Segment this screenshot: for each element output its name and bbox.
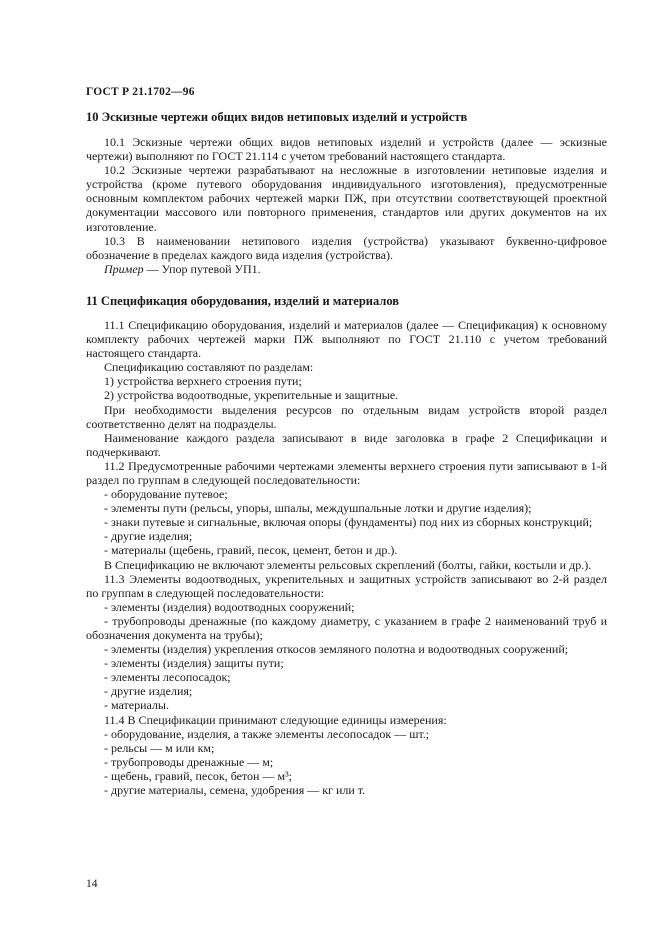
list-item: 2) устройства водоотводные, укрепительные и защитные.	[104, 388, 399, 403]
paragraph-11-sections-intro: Спецификацию составляют по разделам:	[104, 360, 314, 375]
list-item: - другие изделия;	[104, 529, 193, 544]
document-header: ГОСТ Р 21.1702—96	[86, 86, 195, 98]
section-11-title: 11 Спецификация оборудования, изделий и материалов	[86, 293, 400, 308]
list-item: - рельсы — м или км;	[104, 740, 215, 755]
paragraph-11-4: 11.4 В Спецификации принимают следующие единицы измерения:	[104, 712, 447, 727]
paragraph-11-1: 11.1 Спецификацию оборудования, изделий и материалов (далее — Спецификация) к основному комплекту рабочих чертежей марки ПЖ выполняют по ГОСТ 21.110 с учетом требований настоящего стандарта.	[86, 317, 607, 361]
paragraph-10-2: 10.2 Эскизные чертежи разрабатывают на несложные в изготовлении нетиповые изделия и устройства (кроме путевого оборудования индивидуального изготовления), предусмотренные основным комплектом рабочих чертежей марки ПЖ, при отсутствии соответствующей проектной документации массового или повторного применения, стандартов или других документов на их изготовление.	[86, 163, 607, 234]
list-item: - щебень, гравий, песок, бетон — м³;	[104, 768, 292, 783]
list-item: - материалы (щебень, гравий, песок, цемент, бетон и др.).	[104, 543, 398, 558]
document-body	[86, 104, 607, 797]
list-item: - трубопроводы дренажные (по каждому диаметру, с указанием в графе 2 наименований труб и обозначения документа на трубы);	[86, 613, 607, 642]
paragraph-11-headings: Наименование каждого раздела записывают в виде заголовка в графе 2 Спецификации и подчеркивают.	[86, 430, 607, 459]
section-10-title: 10 Эскизные чертежи общих видов нетиповых изделий и устройств	[86, 110, 468, 124]
list-item: - элементы (изделия) водоотводных сооружений;	[104, 599, 355, 614]
list-item: - оборудование путевое;	[104, 487, 228, 502]
list-item: - элементы (изделия) защиты пути;	[104, 656, 284, 671]
example-text: — Упор путевой УП1.	[143, 261, 261, 276]
paragraph-10-3: 10.3 В наименовании нетипового изделия (устройства) указывают буквенно-цифровое обозначение в пределах каждого вида изделия (устройства).	[86, 233, 607, 262]
paragraph-10-1: 10.1 Эскизные чертежи общих видов нетиповых изделий и устройств (далее — эскизные чертежи) выполняют по ГОСТ 21.114 с учетом требований настоящего стандарта.	[86, 135, 607, 164]
paragraph-11-3: 11.3 Элементы водоотводных, укрепительных и защитных устройств записывают во 2-й раздел по группам в следующей последовательности:	[86, 571, 607, 600]
example-line	[86, 262, 607, 276]
list-item: - знаки путевые и сигнальные, включая опоры (фундаменты) под них из сборных конструкций;	[104, 515, 593, 530]
page-number: 14	[86, 878, 98, 890]
list-item: - материалы.	[104, 698, 169, 713]
list-item: - другие изделия;	[104, 684, 193, 699]
list-item: - элементы (изделия) укрепления откосов земляного полотна и водоотводных сооружений;	[104, 642, 569, 657]
list-item: - трубопроводы дренажные — м;	[104, 754, 274, 769]
paragraph-11-exclusions: В Спецификацию не включают элементы рельсовых скреплений (болты, гайки, костыли и др.).	[104, 557, 592, 572]
example-label: Пример	[104, 261, 144, 276]
list-item: - оборудование, изделия, а также элементы лесопосадок — шт.;	[104, 726, 430, 741]
list-item: - другие материалы, семена, удобрения — кг или т.	[104, 783, 366, 798]
list-item: - элементы пути (рельсы, упоры, шпалы, междушпальные лотки и другие изделия);	[104, 501, 532, 516]
list-item: 1) устройства верхнего строения пути;	[104, 374, 302, 389]
paragraph-11-2: 11.2 Предусмотренные рабочими чертежами элементы верхнего строения пути записывают в 1-й раздел по группам в следующей последовательности:	[86, 458, 607, 487]
paragraph-11-subsections: При необходимости выделения ресурсов по отдельным видам устройств второй раздел соответственно делят на подразделы.	[86, 402, 607, 431]
list-item: - элементы лесопосадок;	[104, 670, 231, 685]
